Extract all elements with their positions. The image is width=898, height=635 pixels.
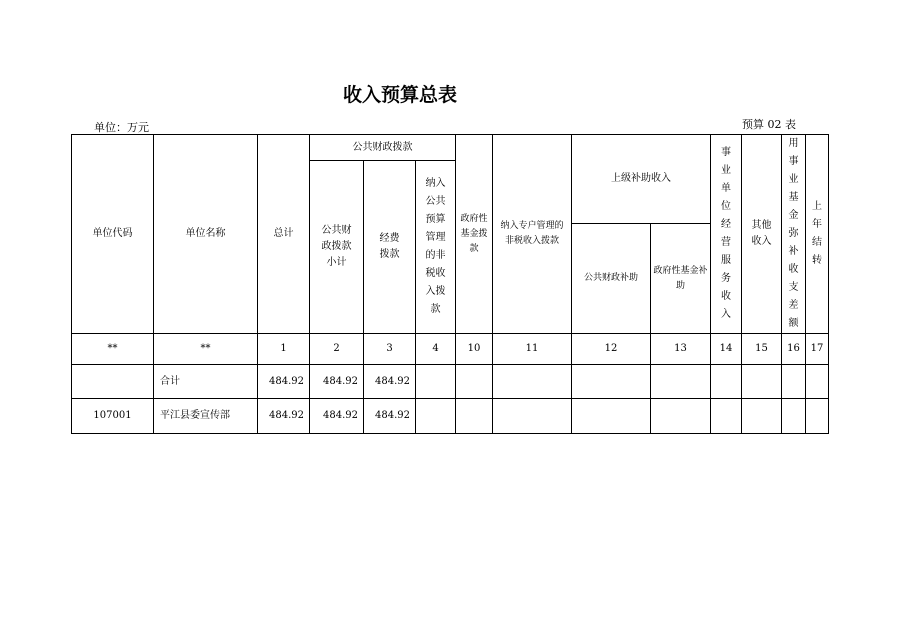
operating-cell: 484.92 [364,399,416,434]
operating-cell: 484.92 [364,365,416,399]
header-operating-funds: 经费拨款 [364,161,416,334]
header-public-finance-subsidy: 公共财政补助 [572,224,651,334]
index-cell: ** [72,334,154,365]
empty-cell [782,365,806,399]
income-budget-table [71,134,829,434]
table-row [72,399,829,434]
header-nontax-into-budget: 纳入公共预算管理的非税收入拨款 [416,161,456,334]
index-cell: 4 [416,334,456,365]
header-nontax-special: 纳入专户管理的非税收入拨款 [493,135,572,334]
total-cell: 484.92 [258,365,310,399]
index-cell: ** [154,334,258,365]
unit-code-cell [72,365,154,399]
empty-cell [711,399,742,434]
empty-cell [651,365,711,399]
header-unit-name: 单位名称 [154,135,258,334]
pf-subtotal-cell: 484.92 [310,399,364,434]
header-superior-subsidy: 上级补助收入 [572,135,711,224]
table-row [72,365,829,399]
unit-name-cell: 合计 [154,365,258,399]
header-unit-code: 单位代码 [72,135,154,334]
empty-cell [742,365,782,399]
pf-subtotal-cell: 484.92 [310,365,364,399]
table-number: 预算 02 表 [742,118,796,131]
index-cell: 17 [806,334,829,365]
unit-name-cell: 平江县委宣传部 [154,399,258,434]
header-gov-fund: 政府性基金拨款 [456,135,493,334]
index-cell: 10 [456,334,493,365]
empty-cell [651,399,711,434]
empty-cell [742,399,782,434]
header-service-income: 事业单位经营服务收入 [711,135,742,334]
empty-cell [456,399,493,434]
empty-cell [782,399,806,434]
header-other-income: 其他收入 [742,135,782,334]
header-total: 总计 [258,135,310,334]
header-gov-fund-subsidy: 政府性基金补助 [651,224,711,334]
empty-cell [572,365,651,399]
index-cell: 14 [711,334,742,365]
index-cell: 13 [651,334,711,365]
empty-cell [493,399,572,434]
page-title: 收入预算总表 [342,84,457,106]
index-cell: 15 [742,334,782,365]
index-row [72,334,829,365]
empty-cell [806,399,829,434]
unit-label: 单位：万元 [94,121,149,134]
empty-cell [572,399,651,434]
empty-cell [416,399,456,434]
empty-cell [806,365,829,399]
header-pf-subtotal: 公共财政拨款小计 [310,161,364,334]
empty-cell [493,365,572,399]
header-public-finance: 公共财政拨款 [310,135,456,161]
empty-cell [416,365,456,399]
unit-code-cell: 107001 [72,399,154,434]
index-cell: 16 [782,334,806,365]
total-cell: 484.92 [258,399,310,434]
empty-cell [456,365,493,399]
index-cell: 11 [493,334,572,365]
index-cell: 2 [310,334,364,365]
header-deficit-cover: 用事业基金弥补收支差额 [782,135,806,334]
header-carryover: 上年结转 [806,135,829,334]
index-cell: 12 [572,334,651,365]
index-cell: 3 [364,334,416,365]
empty-cell [711,365,742,399]
index-cell: 1 [258,334,310,365]
